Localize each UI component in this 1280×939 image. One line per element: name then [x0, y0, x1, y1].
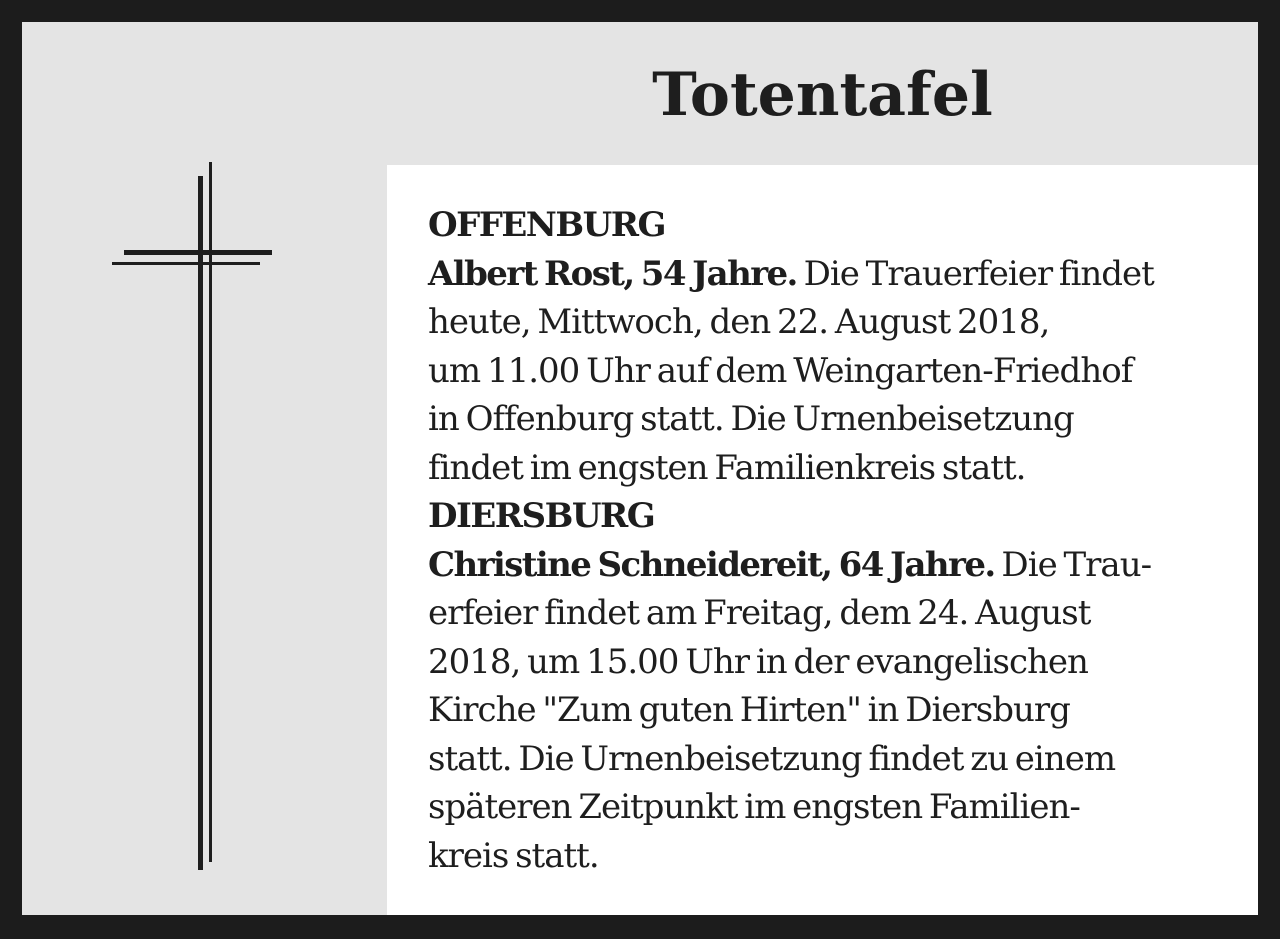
notice-text [387, 165, 1258, 915]
entry-first-line [428, 250, 1258, 299]
entry-place: DIERSBURG [428, 496, 655, 536]
entry-text: heute, Mittwoch, den 22. August 2018, [428, 302, 1050, 342]
entry-text: erfeier findet am Freitag, dem 24. August [428, 593, 1091, 633]
entry-text: in Offenburg statt. Die Urnenbeisetzung [428, 399, 1074, 439]
entry-text: Kirche "Zum guten Hirten" in Diersburg [428, 690, 1070, 730]
entry-text: um 11.00 Uhr auf dem Weingarten-Friedhof [428, 350, 1133, 391]
entry-text: 2018, um 15.00 Uhr in der evangelischen [428, 641, 1088, 682]
entry-text: Die Trau- [994, 544, 1152, 585]
entry-text: statt. Die Urnenbeisetzung findet zu einem [428, 738, 1116, 779]
entry-text: findet im engsten Familienkreis statt. [428, 447, 1026, 488]
obituary-notice [22, 22, 1258, 915]
entry-first-line [428, 541, 1258, 590]
entry-text: kreis statt. [428, 835, 599, 876]
entry-name: Christine Schneidereit, 64 Jahre. [428, 544, 995, 585]
entry-text: Die Trauerfeier findet [796, 253, 1154, 294]
entry-text: späteren Zeitpunkt im engsten Familien- [428, 787, 1080, 827]
entry-name: Albert Rost, 54 Jahre. [428, 253, 797, 294]
cross-icon [112, 162, 282, 882]
entry-place: OFFENBURG [428, 205, 666, 245]
notice-title: Totentafel [652, 60, 993, 130]
